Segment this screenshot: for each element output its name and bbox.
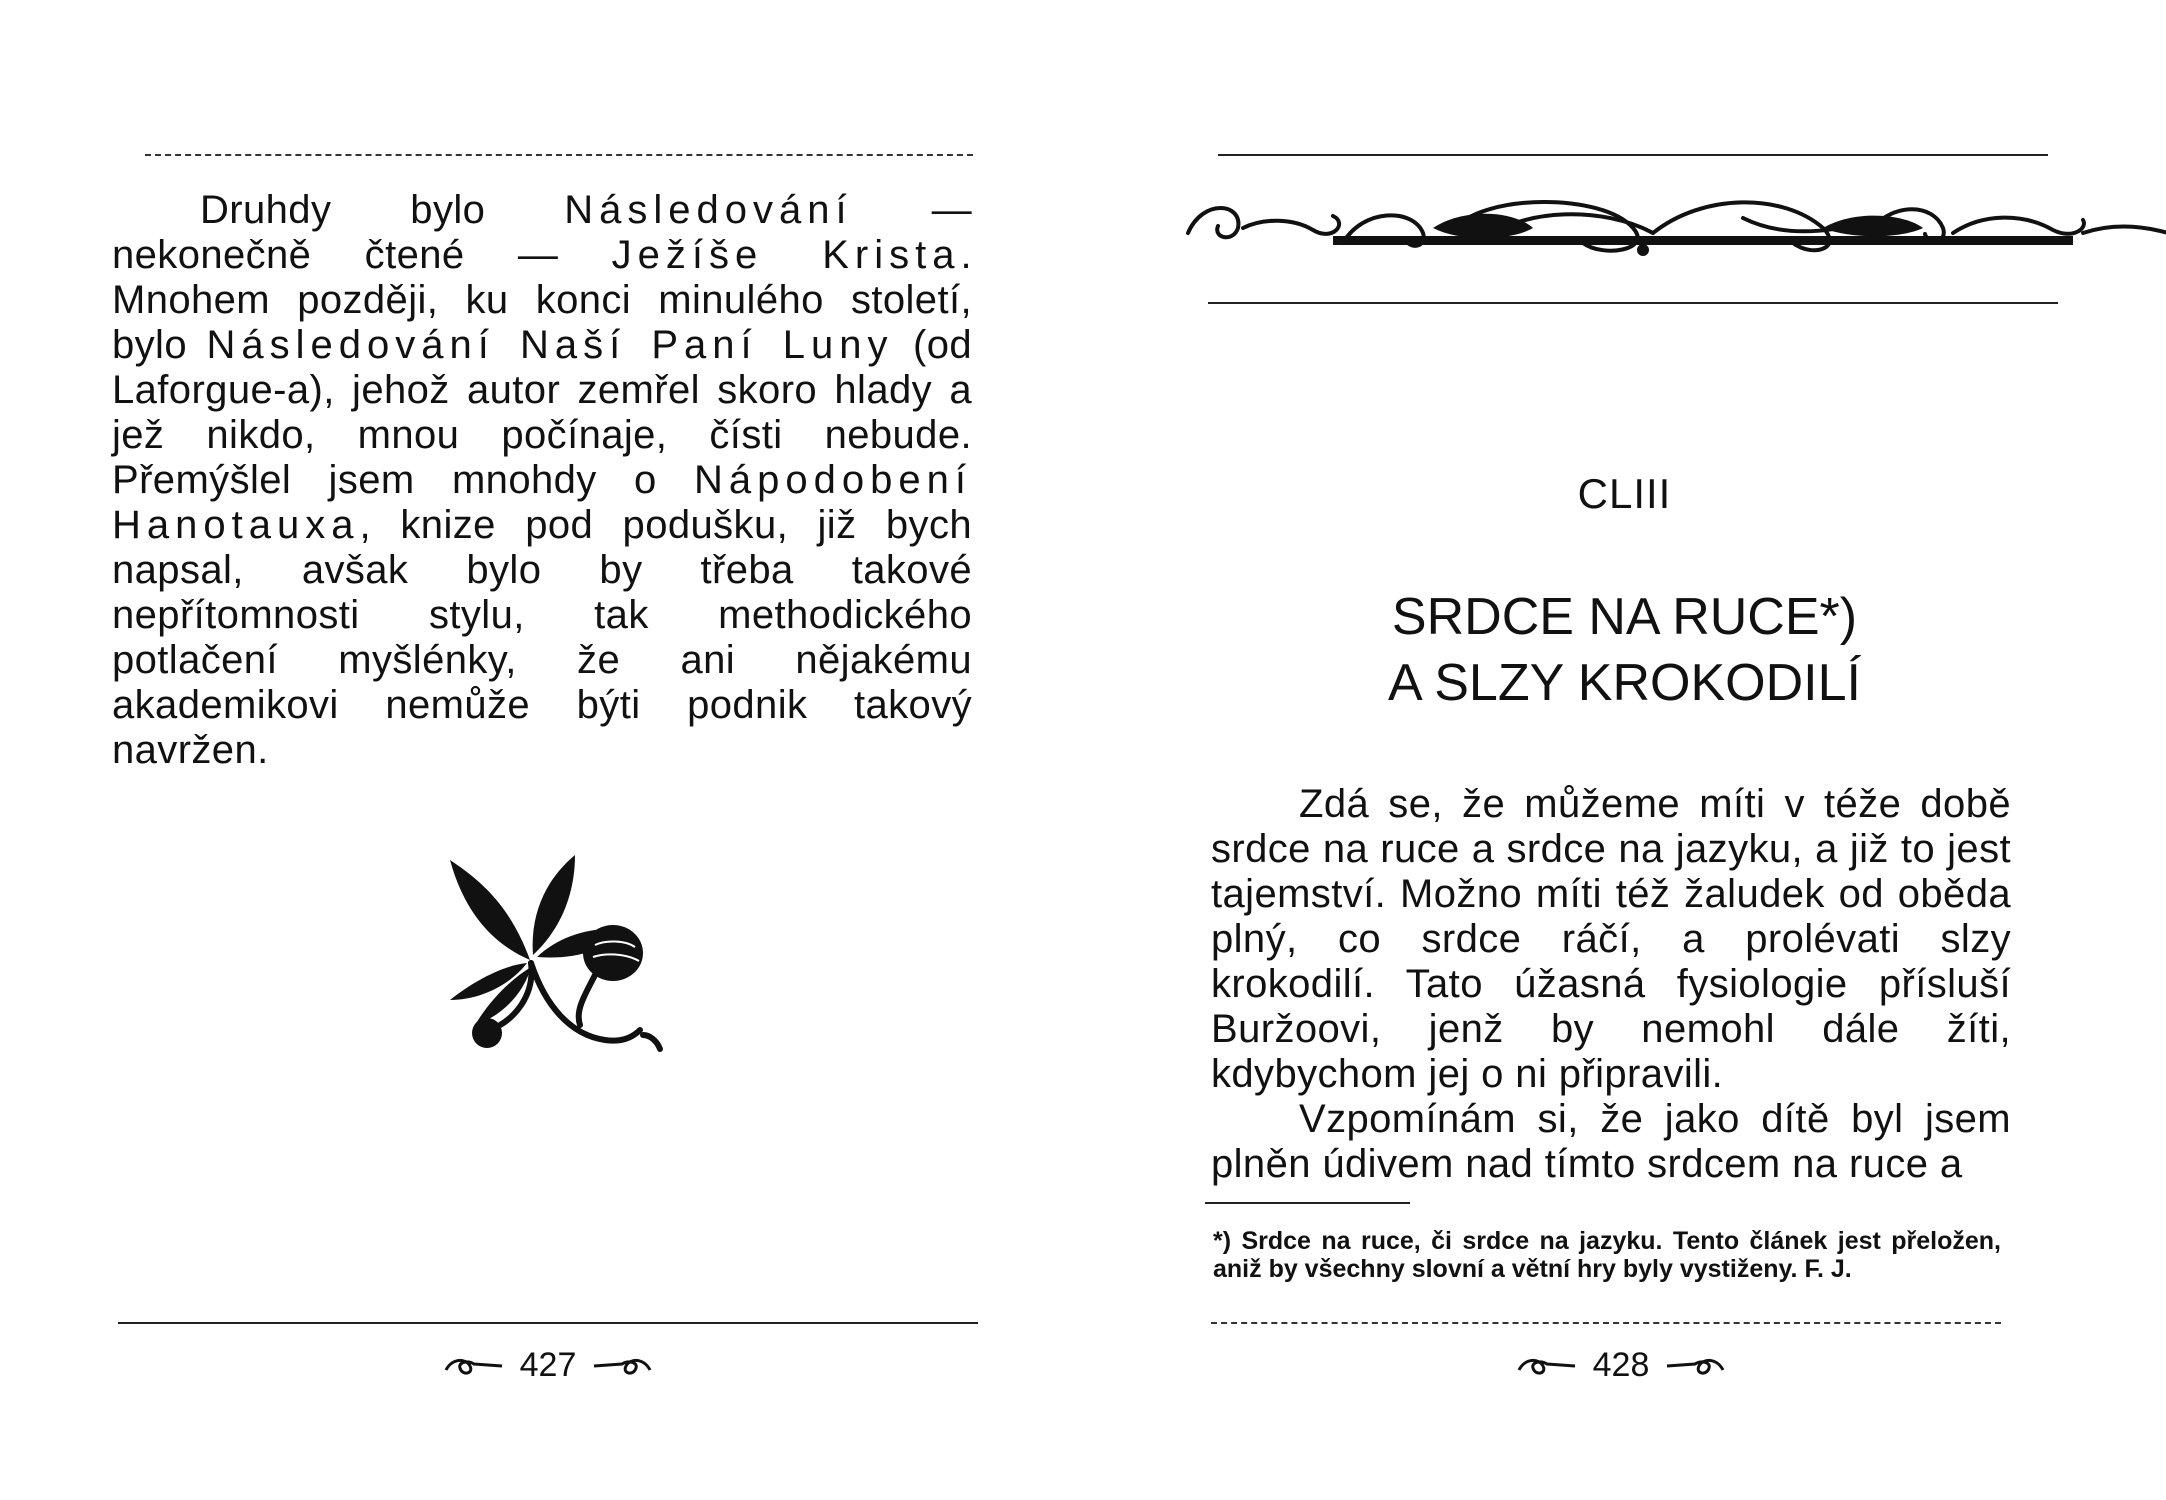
paragraph-text-run: Druhdy bylo	[200, 188, 565, 232]
top-rule	[1218, 154, 2048, 156]
page-number-428	[1506, 1346, 1736, 1385]
paragraph-text-run: — nekonečně čtené —	[112, 188, 972, 277]
paragraph-text-run: . Mnohem později, ku konci minulého století, bylo	[112, 233, 972, 367]
scroll-flourish-icon	[1665, 1354, 1725, 1378]
emphasized-title-text: Nápodobení Hanotauxa	[112, 458, 972, 547]
paragraph-text-run: (od Laforgue-a), jehož autor zemřel skoro hlady a jež nikdo, mnou počínaje, čísti nebude. Přemýšlel jsem mnohdy o	[112, 323, 972, 502]
emphasized-title-text: Ježíše Krista	[611, 233, 961, 277]
page-number-text: 427	[519, 1346, 577, 1384]
headpiece-rule	[1208, 302, 2058, 304]
left-body-text	[112, 188, 972, 773]
emphasized-title-text: Následování	[564, 188, 853, 232]
emphasized-title-text: Následování Naší Paní Luny	[206, 323, 894, 367]
chapter-title-line-2: A SLZY KROKODILÍ	[1387, 654, 1861, 712]
floral-vignette-icon	[435, 835, 665, 1060]
right-paragraph-2: Vzpomínám si, že jako dítě byl jsem plněn údivem nad tímto srdcem na ruce a	[1211, 1097, 2011, 1186]
bottom-rule	[118, 1322, 978, 1324]
scroll-flourish-icon	[444, 1354, 504, 1378]
paragraph-text-run: , knize pod podušku, již bych napsal, avšak bylo by třeba takové nepřítomnosti stylu, tak methodického potlačení myšlénky, že ani nějakému akademikovi nemůže býti podnik takový navržen.	[112, 503, 972, 772]
chapter-title	[1083, 584, 2166, 716]
art-nouveau-headpiece-icon	[1183, 188, 2166, 268]
page-number-text: 428	[1592, 1346, 1650, 1384]
right-body-text	[1211, 782, 2011, 1187]
right-paragraph-1: Zdá se, že můžeme míti v téže době srdce na ruce a srdce na jazyku, a již to jest tajemství. Možno míti též žaludek od oběda plný, co srdce ráčí, a prolévati slzy krokodilí. Tato úžasná fysiologie přísluší Buržoovi, jenž by nemohl dále žíti, kdybychom jej o ni připravili.	[1211, 782, 2011, 1096]
page-number-427	[433, 1346, 663, 1385]
scroll-flourish-icon	[592, 1354, 652, 1378]
left-paragraph	[112, 188, 972, 773]
bottom-rule	[1211, 1322, 2001, 1324]
chapter-title-line-1: SRDCE NA RUCE*)	[1391, 588, 1858, 646]
footnote-rule	[1205, 1202, 1410, 1204]
top-rule	[145, 154, 973, 156]
chapter-number: CLIII	[1577, 470, 1672, 517]
right-page	[1083, 0, 2166, 1500]
scroll-flourish-icon	[1517, 1354, 1577, 1378]
footnote: *) Srdce na ruce, či srdce na jazyku. Tento článek jest přeložen, aniž by všechny slovní a větní hry byly vystiženy. F. J.	[1213, 1227, 2001, 1283]
